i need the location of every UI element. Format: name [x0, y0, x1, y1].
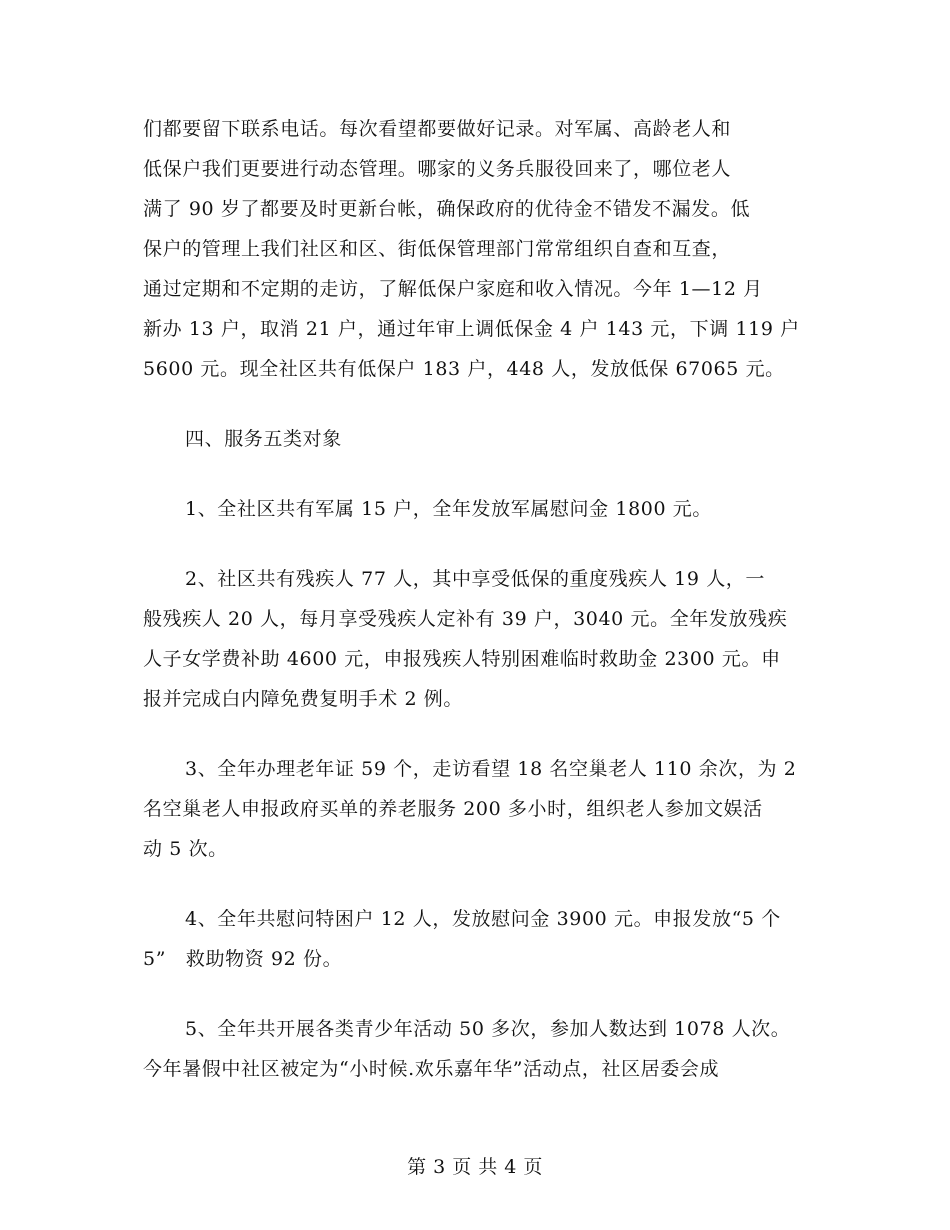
- paragraph-line: 低保户我们更要进行动态管理。哪家的义务兵服役回来了，哪位老人: [143, 158, 732, 180]
- page-number-footer: 第 3 页 共 4 页: [407, 1156, 543, 1178]
- paragraph-line: 满了 90 岁了都要及时更新台帐，确保政府的优待金不错发不漏发。低: [143, 198, 751, 220]
- paragraph-line: 通过定期和不定期的走访，了解低保户家庭和收入情况。今年 1—12 月: [143, 278, 763, 300]
- paragraph-line: 5600 元。现全社区共有低保户 183 户，448 人，发放低保 67065 元。: [143, 358, 785, 380]
- list-item-line: 人子女学费补助 4600 元，申报残疾人特别困难临时救助金 2300 元。申: [143, 648, 781, 670]
- list-item-line: 5” 救助物资 92 份。: [143, 948, 343, 970]
- list-item-line: 报并完成白内障免费复明手术 2 例。: [143, 688, 463, 710]
- section-heading: 四、服务五类对象: [185, 428, 342, 450]
- list-item-line: 5、全年共开展各类青少年活动 50 多次，参加人数达到 1078 人次。: [185, 1018, 791, 1040]
- list-item-line: 4、全年共慰问特困户 12 人，发放慰问金 3900 元。申报发放“5 个: [185, 908, 781, 930]
- list-item-line: 今年暑假中社区被定为“小时候.欢乐嘉年华”活动点，社区居委会成: [143, 1058, 720, 1080]
- list-item-line: 动 5 次。: [143, 838, 228, 860]
- paragraph-line: 保户的管理上我们社区和区、街低保管理部门常常组织自查和互查，: [143, 238, 732, 260]
- list-item-line: 3、全年办理老年证 59 个，走访看望 18 名空巢老人 110 余次，为 2: [185, 758, 797, 780]
- list-item-line: 2、社区共有残疾人 77 人，其中享受低保的重度残疾人 19 人，一: [185, 568, 766, 590]
- list-item-line: 1、全社区共有军属 15 户，全年发放军属慰问金 1800 元。: [185, 498, 712, 520]
- paragraph-line: 们都要留下联系电话。每次看望都要做好记录。对军属、高龄老人和: [143, 118, 732, 140]
- paragraph-line: 新办 13 户，取消 21 户，通过年审上调低保金 4 户 143 元，下调 119 户: [143, 318, 800, 340]
- list-item-line: 般残疾人 20 人，每月享受残疾人定补有 39 户，3040 元。全年发放残疾: [143, 608, 788, 630]
- list-item-line: 名空巢老人申报政府买单的养老服务 200 多小时，组织老人参加文娱活: [143, 798, 763, 820]
